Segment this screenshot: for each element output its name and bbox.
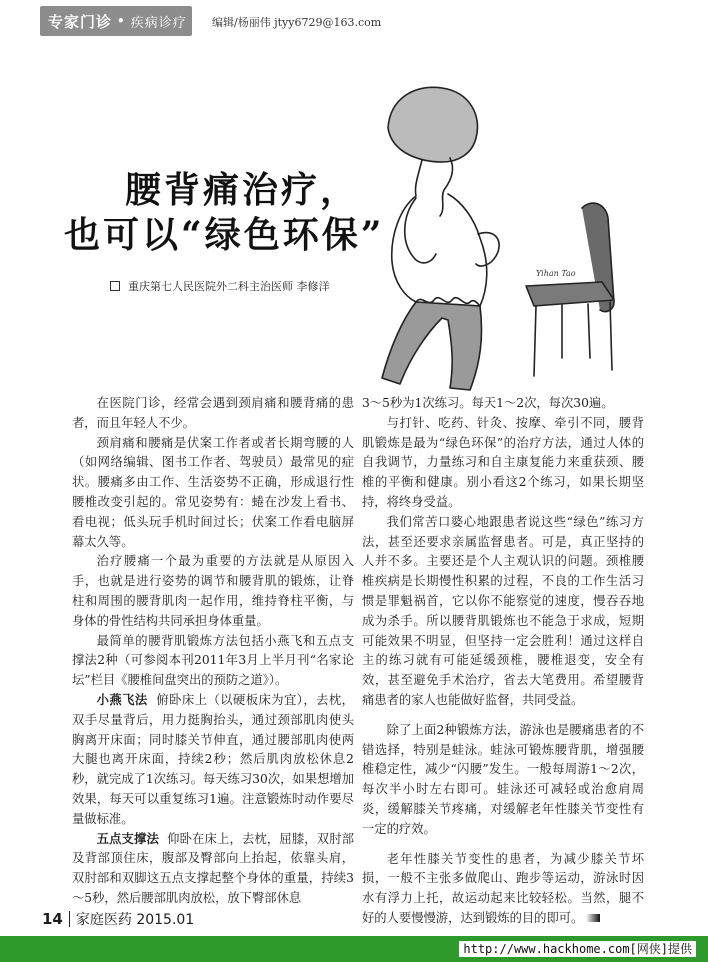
article-title-line2: 也可以“绿色环保” xyxy=(64,214,385,256)
subheading-fivepoint: 五点支撑法 xyxy=(96,831,159,846)
paragraph: 除了上面2种锻炼方法，游泳也是腰痛患者的不错选择，特别是蛙泳。蛙泳可锻炼腰背肌，增强腰椎稳定性，减少“闪腰”发生。一般每周游1～2次，每次半小时左右即可。蛙泳还可减轻或治愈肩周炎，缓解膝关节疼痛，对缓解老年性膝关节变性有一定的疗效。 xyxy=(362,722,644,836)
paragraph: 最简单的腰背肌锻炼方法包括小燕飞和五点支撑法2种（可参阅本刊2011年3月上半月刊“名家论坛”栏目《腰椎间盘突出的预防之道》）。 xyxy=(72,633,354,688)
author-text: 重庆第七人民医院外二科主治医师 李修洋 xyxy=(128,280,330,293)
section-tab xyxy=(40,6,192,36)
paragraph: 与打针、吃药、针灸、按摩、牵引不同，腰背肌锻炼是最为“绿色环保”的治疗方法，通过人体的自我调节，力量练习和自主康复能力来重获颈、腰椎的平衡和健康。别小看这2个练习，如果长期坚持，将终身受益。 xyxy=(362,415,644,509)
page-number: 14 xyxy=(42,910,63,928)
paragraph: 在医院门诊，经常会遇到颈肩痛和腰背痛的患者，而且年轻人不少。 xyxy=(72,396,354,430)
paragraph-last xyxy=(362,850,644,929)
right-column xyxy=(362,394,644,929)
folio xyxy=(42,909,194,929)
section-label: 专家门诊 xyxy=(48,12,113,31)
end-mark-icon xyxy=(586,914,600,922)
editor-credit: 编辑/杨丽伟 jtyy6729@163.com xyxy=(212,16,382,29)
paragraph: 治疗腰痛一个最为重要的方法就是从原因入手，也就是进行姿势的调节和腰背肌的锻炼，让脊柱和周围的腰背肌肉一起作用，维持脊柱平衡，与身体的骨性结构共同承担身体重量。 xyxy=(72,554,354,628)
paragraph-fivepoint xyxy=(72,830,354,909)
section-separator: • xyxy=(117,14,126,28)
author-bullet-icon xyxy=(110,281,120,291)
author-line xyxy=(110,278,330,294)
left-column xyxy=(72,394,354,909)
fivepoint-text: 仰卧在床上，去枕，屈膝，双肘部及背部顶住床，腹部及臀部向上抬起，依靠头肩，双肘部和双脚这五点支撑起整个身体的重量，持续3～5秒，然后腰部肌肉放松，放下臀部休息 xyxy=(72,831,354,905)
paragraph-swallow xyxy=(72,691,354,830)
subheading-swallow: 小燕飞法 xyxy=(96,692,148,707)
paragraph: 我们常苦口婆心地跟患者说这些“绿色”练习方法，甚至还要求亲属监督患者。可是，真正坚持的人并不多。主要还是个人主观认识的问题。颈椎腰椎疾病是长期慢性积累的过程，不良的工作生活习惯是罪魁祸首，它以你不能察觉的速度，慢吞吞地成为杀手。所以腰背肌锻炼也不能急于求成，短期可能效果不明显，但坚持一定会胜利！通过这样自主的练习就有可能延缓颈椎，腰椎退变，安全有效，甚至避免手术治疗，省去大笔费用。希望腰背痛患者的家人也能做好监督，共同受益。 xyxy=(362,514,644,707)
paragraph-continuation: 3～5秒为1次练习。每天1～2次，每次30遍。 xyxy=(362,396,614,410)
article-title-line1: 腰背痛治疗， xyxy=(125,169,360,211)
folio-divider xyxy=(69,911,70,927)
magazine-issue: 家庭医药 2015.01 xyxy=(75,912,195,928)
paragraph: 颈肩痛和腰痛是伏案工作者或者长期弯腰的人（如网络编辑、图书工作者、驾驶员）最常见的症状。腰痛多由工作、生活姿势不正确，形成退行性腰椎改变引起的。常见姿势有：蜷在沙发上看书、看电视；低头玩手机时间过长；伏案工作看电脑屏幕太久等。 xyxy=(72,435,354,549)
subsection-label: 疾病诊疗 xyxy=(130,15,187,31)
swallow-text: 俯卧床上（以硬板床为宜），去枕，双手尽量背后，用力挺胸抬头，通过颈部肌肉使头胸离开床面；同时膝关节伸直，通过腰部肌肉使两大腿也离开床面，持续2秒；然后肌肉放松休息2秒，就完成了1次练习。每天练习30次，如果想增加效果，每天可以重复练习1遍。注意锻炼时动作要尽量做标准。 xyxy=(72,692,354,826)
last-text: 老年性膝关节变性的患者，为减少膝关节坏损，一般不主张多做爬山、跑步等运动，游泳时因水有浮力上托，故运动起来比较轻松。当然，腿不好的人要慢慢游，达到锻炼的目的即可。 xyxy=(362,851,644,925)
illustrator-signature: Yihan Tao xyxy=(536,269,576,278)
watermark-link[interactable]: http://www.hackhome.com[网侠]提供 xyxy=(459,941,696,957)
